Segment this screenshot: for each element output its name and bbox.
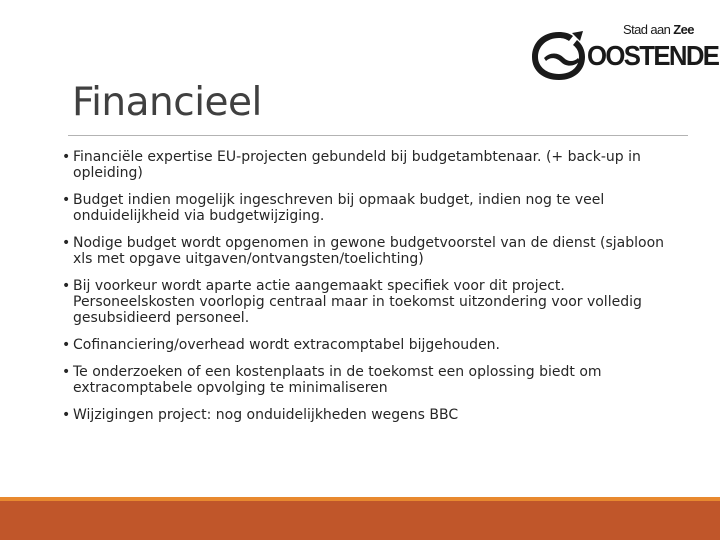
bullet-text: Cofinanciering/overhead wordt extracomptabel bijgehouden. xyxy=(73,337,501,353)
bullet-icon: • xyxy=(62,192,71,208)
bullet-icon: • xyxy=(62,235,71,251)
bullet-icon: • xyxy=(62,407,71,423)
footer-band xyxy=(0,497,720,540)
bullet-item xyxy=(60,192,670,224)
bullet-text: Nodige budget wordt opgenomen in gewone budgetvoorstel van de dienst (sjabloon xls met opgave uitgaven/ontvangsten/toelichting) xyxy=(73,235,665,267)
ostende-logo xyxy=(528,20,719,82)
bullet-item xyxy=(60,235,670,267)
bullet-icon: • xyxy=(62,337,71,353)
bullet-item xyxy=(60,149,670,181)
bullet-item xyxy=(60,407,670,423)
bullet-text: Budget indien mogelijk ingeschreven bij opmaak budget, indien nog te veel onduidelijkheid via budgetwijziging. xyxy=(73,192,605,224)
slide-title: Financieel xyxy=(72,80,262,125)
bullet-item xyxy=(60,337,670,353)
bullet-list xyxy=(60,149,670,434)
bullet-icon: • xyxy=(62,149,71,165)
title-divider xyxy=(68,135,688,136)
bullet-icon: • xyxy=(62,278,71,294)
bullet-item xyxy=(60,278,670,326)
bullet-text: Te onderzoeken of een kostenplaats in de toekomst een oplossing biedt om extracomptabele opvolging te minimaliseren xyxy=(73,364,602,396)
footer-accent-line xyxy=(0,497,720,501)
bullet-icon: • xyxy=(62,364,71,380)
logo-tagline: Stad aan Zee xyxy=(623,22,694,37)
bullet-text: Wijzigingen project: nog onduidelijkheden wegens BBC xyxy=(73,407,459,423)
bullet-text: Financiële expertise EU-projecten gebundeld bij budgetambtenaar. (+ back-up in opleiding) xyxy=(73,149,641,181)
ostende-logo-mark-icon xyxy=(528,28,590,82)
logo-wordmark: OOSTENDE xyxy=(587,40,719,71)
bullet-text: Bij voorkeur wordt aparte actie aangemaakt specifiek voor dit project. Personeelskosten voorlopig centraal maar in toekomst uitzondering voor volledig gesubsidieerd personeel. xyxy=(73,278,642,326)
bullet-item xyxy=(60,364,670,396)
